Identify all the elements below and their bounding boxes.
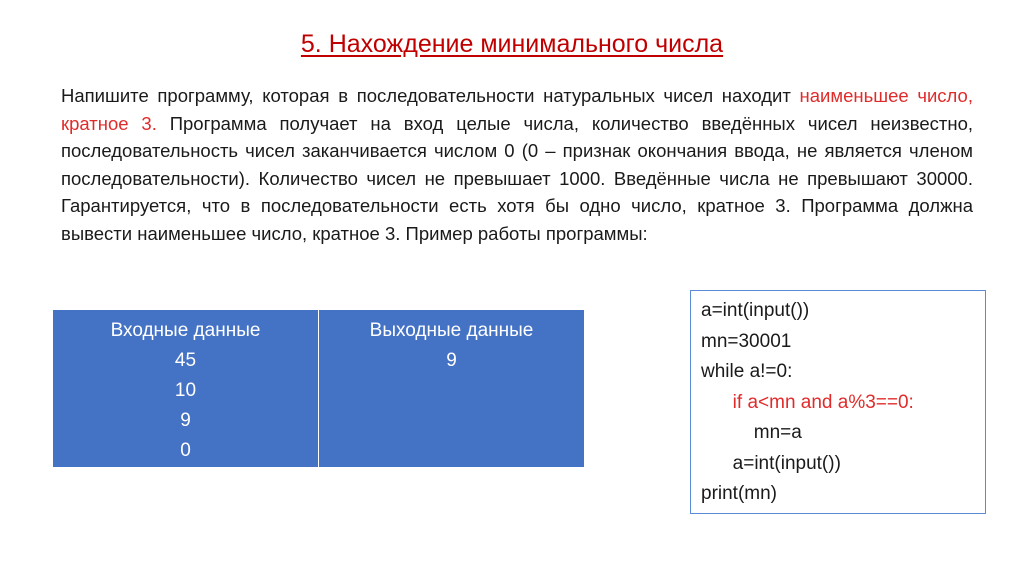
io-example-table xyxy=(52,309,585,468)
code-line-condition: if a<mn and a%3==0: xyxy=(701,391,914,413)
input-header: Входные данные xyxy=(110,320,261,341)
output-header: Выходные данные xyxy=(369,320,534,341)
code-line: a=int(input()) xyxy=(701,452,841,474)
task-highlight: наименьшее число, кратное 3. xyxy=(61,85,973,134)
output-value: 9 xyxy=(446,350,457,371)
input-value: 10 xyxy=(174,380,197,401)
slide-title: 5. Нахождение минимального числа xyxy=(300,30,724,58)
table-row xyxy=(53,310,585,468)
code-line: print(mn) xyxy=(701,483,778,504)
task-description xyxy=(61,82,973,247)
code-line: a=int(input()) xyxy=(701,300,810,321)
code-line: mn=30001 xyxy=(701,330,792,352)
task-text-part2: Программа получает на вход целые числа, количество введённых чисел неизвестно, последовательность чисел заканчивается числом 0 (0 – признак окончания ввода, не является членом последовательности). Количество чисел не превышает 1000. Введённые числа не превышают 30000. Гарантируется, что в последовательности есть хотя бы одно число, кратное 3. Программа должна вывести наименьшее число, кратное 3. Пример работы программы: xyxy=(61,112,974,244)
code-line: mn=a xyxy=(701,422,802,443)
code-line: while a!=0: xyxy=(701,361,793,382)
input-value: 45 xyxy=(174,350,197,371)
input-value: 9 xyxy=(180,410,191,431)
output-column xyxy=(319,310,585,468)
code-block xyxy=(690,290,986,514)
task-text-part1: Напишите программу, которая в последовательности натуральных чисел находит xyxy=(61,85,800,106)
input-value: 0 xyxy=(180,440,191,461)
input-column xyxy=(53,310,319,468)
